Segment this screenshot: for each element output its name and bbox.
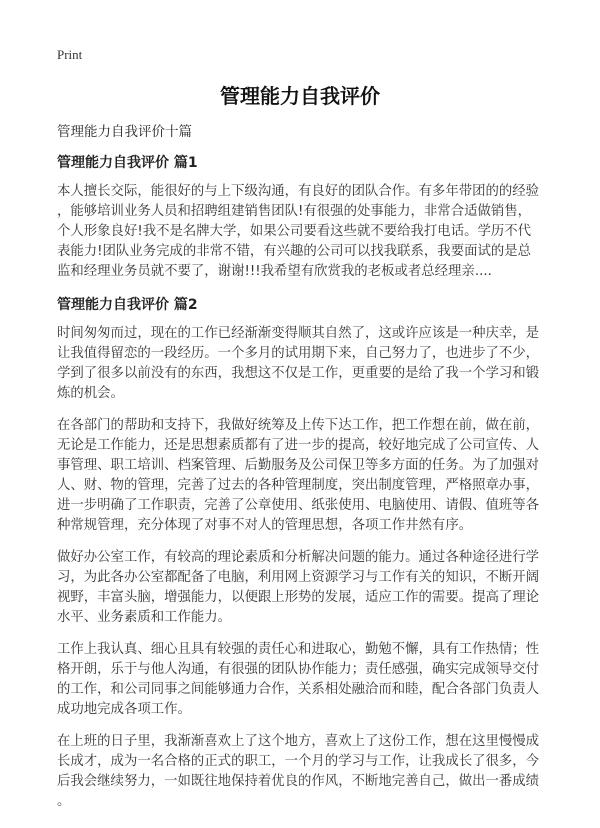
paragraph-line: 的工作，和公司同事之间能够通力合作，关系相处融洽而和睦，配合各部门负责人 — [57, 682, 540, 697]
paragraph-line: 炼的机会。 — [57, 386, 124, 401]
paragraph-line: 后我会继续努力，一如既往地保持着优良的作风，不断地完善自己，做出一番成绩 — [57, 774, 540, 789]
paragraph-line: 学到了很多以前没有的东西，我想这不仅是工作，更重要的是给了我一个学习和锻 — [57, 366, 540, 381]
paragraph — [57, 182, 552, 282]
paragraph-line: 做好办公室工作，有较高的理论素质和分析解决问题的能力。通过各种途径进行学 — [57, 550, 540, 565]
paragraph-line: 水平、业务素质和工作能力。 — [57, 610, 232, 625]
paragraph-line: 在各部门的帮助和支持下，我做好统筹及上传下达工作，把工作想在前，做在前， — [57, 418, 540, 433]
paragraph-line: 让我值得留恋的一段经历。一个多月的试用期下来，自己努力了，也进步了不少， — [57, 346, 540, 361]
paragraph-line: 种常规管理，充分体现了对事不对人的管理思想，各项工作井然有序。 — [57, 518, 473, 533]
paragraph-line: 进一步明确了工作职责，完善了公章使用、纸张使用、电脑使用、请假、值班等各 — [57, 498, 540, 513]
print-link[interactable]: Print — [57, 47, 83, 62]
paragraph-line: 。 — [57, 794, 71, 809]
document-body — [57, 120, 552, 824]
paragraph-line: 视野，丰富头脑，增强能力，以便跟上形势的发展，适应工作的需要。提高了理论 — [57, 590, 540, 605]
paragraph-line: 事管理、职工培训、档案管理、后勤服务及公司保卫等多方面的任务。为了加强对 — [57, 458, 540, 473]
paragraph-line: 时间匆匆而过，现在的工作已经渐渐变得顺其自然了，这或许应该是一种庆幸，是 — [57, 326, 540, 341]
paragraph — [57, 732, 552, 812]
paragraph — [57, 548, 552, 628]
paragraph-line: 长成才，成为一名合格的正式的职工，一个月的学习与工作，让我成长了很多，今 — [57, 754, 540, 769]
paragraph-line: 监和经理业务员就不要了，谢谢!!!我希望有欣赏我的老板或者总经理亲.... — [57, 264, 492, 279]
page-title: 管理能力自我评价 — [220, 84, 380, 108]
paragraph-line: 在上班的日子里，我渐渐喜欢上了这个地方，喜欢上了这份工作，想在这里慢慢成 — [57, 734, 540, 749]
section-heading: 管理能力自我评价 篇1 — [57, 155, 198, 171]
paragraph — [57, 416, 552, 536]
paragraph-line: 表能力!团队业务完成的非常不错，有兴趣的公司可以找我联系，我要面试的是总 — [57, 244, 532, 259]
paragraph — [57, 640, 552, 720]
paragraph-line: ，能够培训业务人员和招聘组建销售团队!有很强的处事能力，非常合适做销售， — [57, 204, 532, 219]
paragraph-line: 工作上我认真、细心且具有较强的责任心和进取心，勤勉不懈，具有工作热情；性 — [57, 642, 540, 657]
paragraph-line: 格开朗，乐于与他人沟通，有很强的团队协作能力；责任感强，确实完成领导交付 — [57, 662, 540, 677]
paragraph-line: 无论是工作能力，还是思想素质都有了进一步的提高，较好地完成了公司宣传、人 — [57, 438, 540, 453]
paragraph-line: 成功地完成各项工作。 — [57, 702, 191, 717]
paragraph-line: 习，为此各办公室都配备了电脑，利用网上资源学习与工作有关的知识，不断开阔 — [57, 570, 540, 585]
section-heading: 管理能力自我评价 篇2 — [57, 297, 198, 313]
paragraph-line: 本人擅长交际，能很好的与上下级沟通，有良好的团队合作。有多年带团的的经验 — [57, 184, 540, 199]
document-subtitle: 管理能力自我评价十篇 — [57, 124, 192, 140]
paragraph-line: 人、财、物的管理，完善了过去的各种管理制度，突出制度管理，严格照章办事， — [57, 478, 540, 493]
paragraph — [57, 324, 552, 404]
paragraph-line: 个人形象良好!我不是名牌大学，如果公司要看这些就不要给我打电话。学历不代 — [57, 224, 532, 239]
